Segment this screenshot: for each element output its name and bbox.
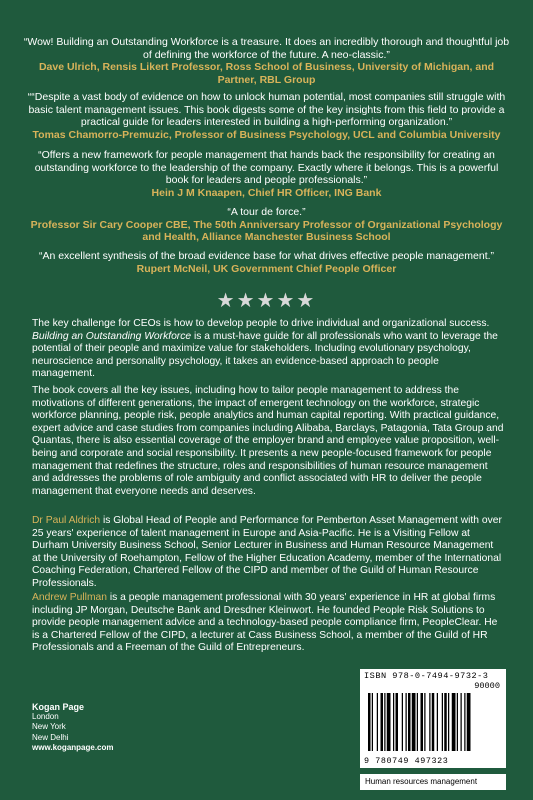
publisher-block (32, 702, 114, 753)
barcode (360, 669, 506, 768)
endorsement-author: Professor Sir Cary Cooper CBE, The 50th Anniversary Professor of Organizational Psychology and Health, Alliance Manchester Business School (30, 218, 503, 244)
endorsement-author: Dave Ulrich, Rensis Likert Professor, Ross School of Business, University of Michigan, and Partner, RBL Group (38, 61, 495, 86)
publisher-name: Kogan Page (32, 702, 85, 712)
author-bio-aldrich (32, 515, 504, 591)
star-rating: ★★★★★ (216, 290, 317, 312)
author-bio-text: is a people management professional with 30 years' experience in HR at global firms including JP Morgan, Deutsche Bank and Dresdner Kleinwort. He founded People Risk Solutions to provide people management advice and a technology-based people compliance firm, PeopleClear. He is a Chartered Fellow of the CIPD, a lecturer at Cass Business School, a member of the Guild of HR Professionals and a Freeman of the Guild of Entrepreneurs. (32, 592, 498, 654)
author-name: Dr Paul Aldrich (32, 515, 101, 526)
publisher-city: New York (32, 722, 66, 732)
blurb-text: The book covers all the key issues, including how to tailor people management to address the motivations of different generations, the impact of emergent technology on the workforce, strategic workforce planning, people risk, people analytics and human capital reporting. With practical guidance, expert advice and case studies from companies including Alibaba, Barclays, Patagonia, Tata Group and Quantas, there is also essential coverage of the employer brand and employee value proposition, well-being and corporate and social responsibility. It presents a new people-focused framework for people management that redefines the structure, roles and responsibilities of human resource management and addresses the problems of role ambiguity and conflict associated with HR to deliver the people management that everyone needs and deserves. (32, 385, 504, 497)
isbn-text: ISBN 978-0-7494-9732-3 (364, 671, 489, 681)
endorsement-quote: “Wow! Building an Outstanding Workforce is a treasure. It does an incredibly thorough and thoughtful job of defining the workforce of the future. A neo-classic.” (23, 36, 510, 61)
book-title: Building an Outstanding Workforce (32, 330, 192, 342)
endorsement-3 (22, 149, 511, 199)
publisher-url: www.koganpage.com (32, 742, 114, 752)
endorsement-quote: “Offers a new framework for people management that hands back the responsibility for creating an outstanding workforce to the leadership of the company. Exactly where it belongs. This is a powerful book for leaders and people professionals.” (34, 149, 499, 187)
blurb-intro: The key challenge for CEOs is how to develop people to drive individual and organizational success. (32, 318, 490, 329)
price-code: 90000 (474, 681, 500, 691)
subject-label: Human resources management (360, 774, 506, 790)
blurb-paragraph-1 (32, 318, 504, 381)
endorsement-4 (22, 206, 511, 244)
author-name: Andrew Pullman (32, 592, 107, 603)
barcode-bars-icon (368, 693, 498, 751)
author-bio-pullman (32, 592, 504, 655)
barcode-digits: 9 780749 497323 (364, 756, 449, 766)
blurb-text: is a must-have guide for all professionals who want to leverage the potential of their people and maximize value for stakeholders. Including evolutionary psychology, neuroscience and personality psychology, it takes an evidence-based approach to people management. (32, 330, 498, 380)
endorsement-quote: “A tour de force.” (227, 206, 306, 218)
blurb-paragraph-2 (32, 385, 504, 498)
endorsement-quote: ““Despite a vast body of evidence on how to unlock human potential, most companies still struggle with basic talent management issues. This book digests some of the key insights from this field to provide a practical guide for leaders interested in building a high-performing organization.” (27, 91, 506, 129)
endorsement-5 (22, 250, 511, 275)
endorsement-author: Tomas Chamorro-Premuzic, Professor of Business Psychology, UCL and Columbia University (32, 128, 501, 141)
publisher-city: New Delhi (32, 732, 69, 742)
endorsement-author: Rupert McNeil, UK Government Chief People Officer (136, 262, 397, 275)
endorsement-quote: “An excellent synthesis of the broad evidence base for what drives effective people management.” (38, 250, 495, 262)
endorsement-author: Hein J M Knaapen, Chief HR Officer, ING Bank (151, 186, 382, 199)
publisher-city: London (32, 712, 59, 722)
author-bio-text: is Global Head of People and Performance for Pemberton Asset Management with over 25 years' experience of talent management in Europe and Asia-Pacific. He is a Visiting Fellow at Durham University Business School, Senior Lecturer in Business and Human Resource Management at the University of Roehampton, Fellow of the Higher Education Academy, member of the International Coaching Federation, Chartered Fellow of the CIPD and member of the Guild of Human Resource Professionals. (32, 515, 502, 589)
endorsement-2 (22, 91, 511, 141)
endorsement-1 (22, 36, 511, 86)
